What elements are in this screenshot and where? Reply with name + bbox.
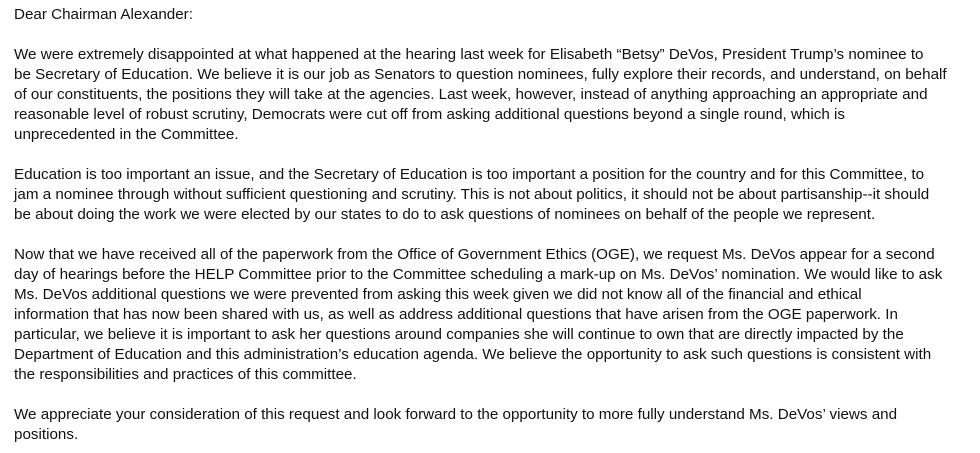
paragraph-line: Education is too important an issue, and the Secretary of Education is too important a position for the country and for this Committee, to: [14, 166, 925, 183]
paragraph-4: [14, 405, 964, 445]
letter-body: [14, 5, 964, 445]
paragraph-line: positions.: [14, 426, 79, 443]
paragraph-line: We were extremely disappointed at what happened at the hearing last week for Elisabeth “Betsy” DeVos, President Trump’s nominee to: [14, 46, 924, 63]
paragraph-line: information that has now been shared with us, as well as address additional questions that have arisen from the OGE paperwork. In: [14, 306, 898, 323]
salutation: Dear Chairman Alexander:: [14, 6, 193, 23]
paragraph-line: day of hearings before the HELP Committee prior to the Committee scheduling a mark-up on Ms. DeVos’ nomination. We would like to ask: [14, 266, 943, 283]
paragraph-line: We appreciate your consideration of this request and look forward to the opportunity to more fully understand Ms. DeVos’ views and: [14, 406, 898, 423]
paragraph-line: Department of Education and this administration’s education agenda. We believe the opportunity to ask such questions is consistent with: [14, 346, 932, 363]
paragraph-line: unprecedented in the Committee.: [14, 126, 239, 143]
paragraph-1: [14, 45, 964, 145]
paragraph-line: Ms. DeVos additional questions we were prevented from asking this week given we did not know all of the financial and ethical: [14, 286, 862, 303]
paragraph-line: the responsibilities and practices of this committee.: [14, 366, 357, 383]
paragraph-line: jam a nominee through without sufficient questioning and scrutiny. This is not about politics, it should not be about partisanship--it should: [14, 186, 930, 203]
paragraph-line: be Secretary of Education. We believe it is our job as Senators to question nominees, fully explore their records, and understand, on behalf: [14, 66, 947, 83]
paragraph-line: particular, we believe it is important to ask her questions around companies she will continue to own that are directly impacted by the: [14, 326, 904, 343]
paragraph-line: Now that we have received all of the paperwork from the Office of Government Ethics (OGE), we request Ms. DeVos appear for a second: [14, 246, 935, 263]
paragraph-line: reasonable level of robust scrutiny, Democrats were cut off from asking additional questions beyond a single round, which is: [14, 106, 845, 123]
paragraph-line: be about doing the work we were elected by our states to do to ask questions of nominees on behalf of the people we represent.: [14, 206, 876, 223]
paragraph-2: [14, 165, 964, 225]
paragraph-line: of our constituents, the positions they will take at the agencies. Last week, however, instead of anything approaching an appropriate and: [14, 86, 928, 103]
paragraph-3: [14, 245, 964, 385]
